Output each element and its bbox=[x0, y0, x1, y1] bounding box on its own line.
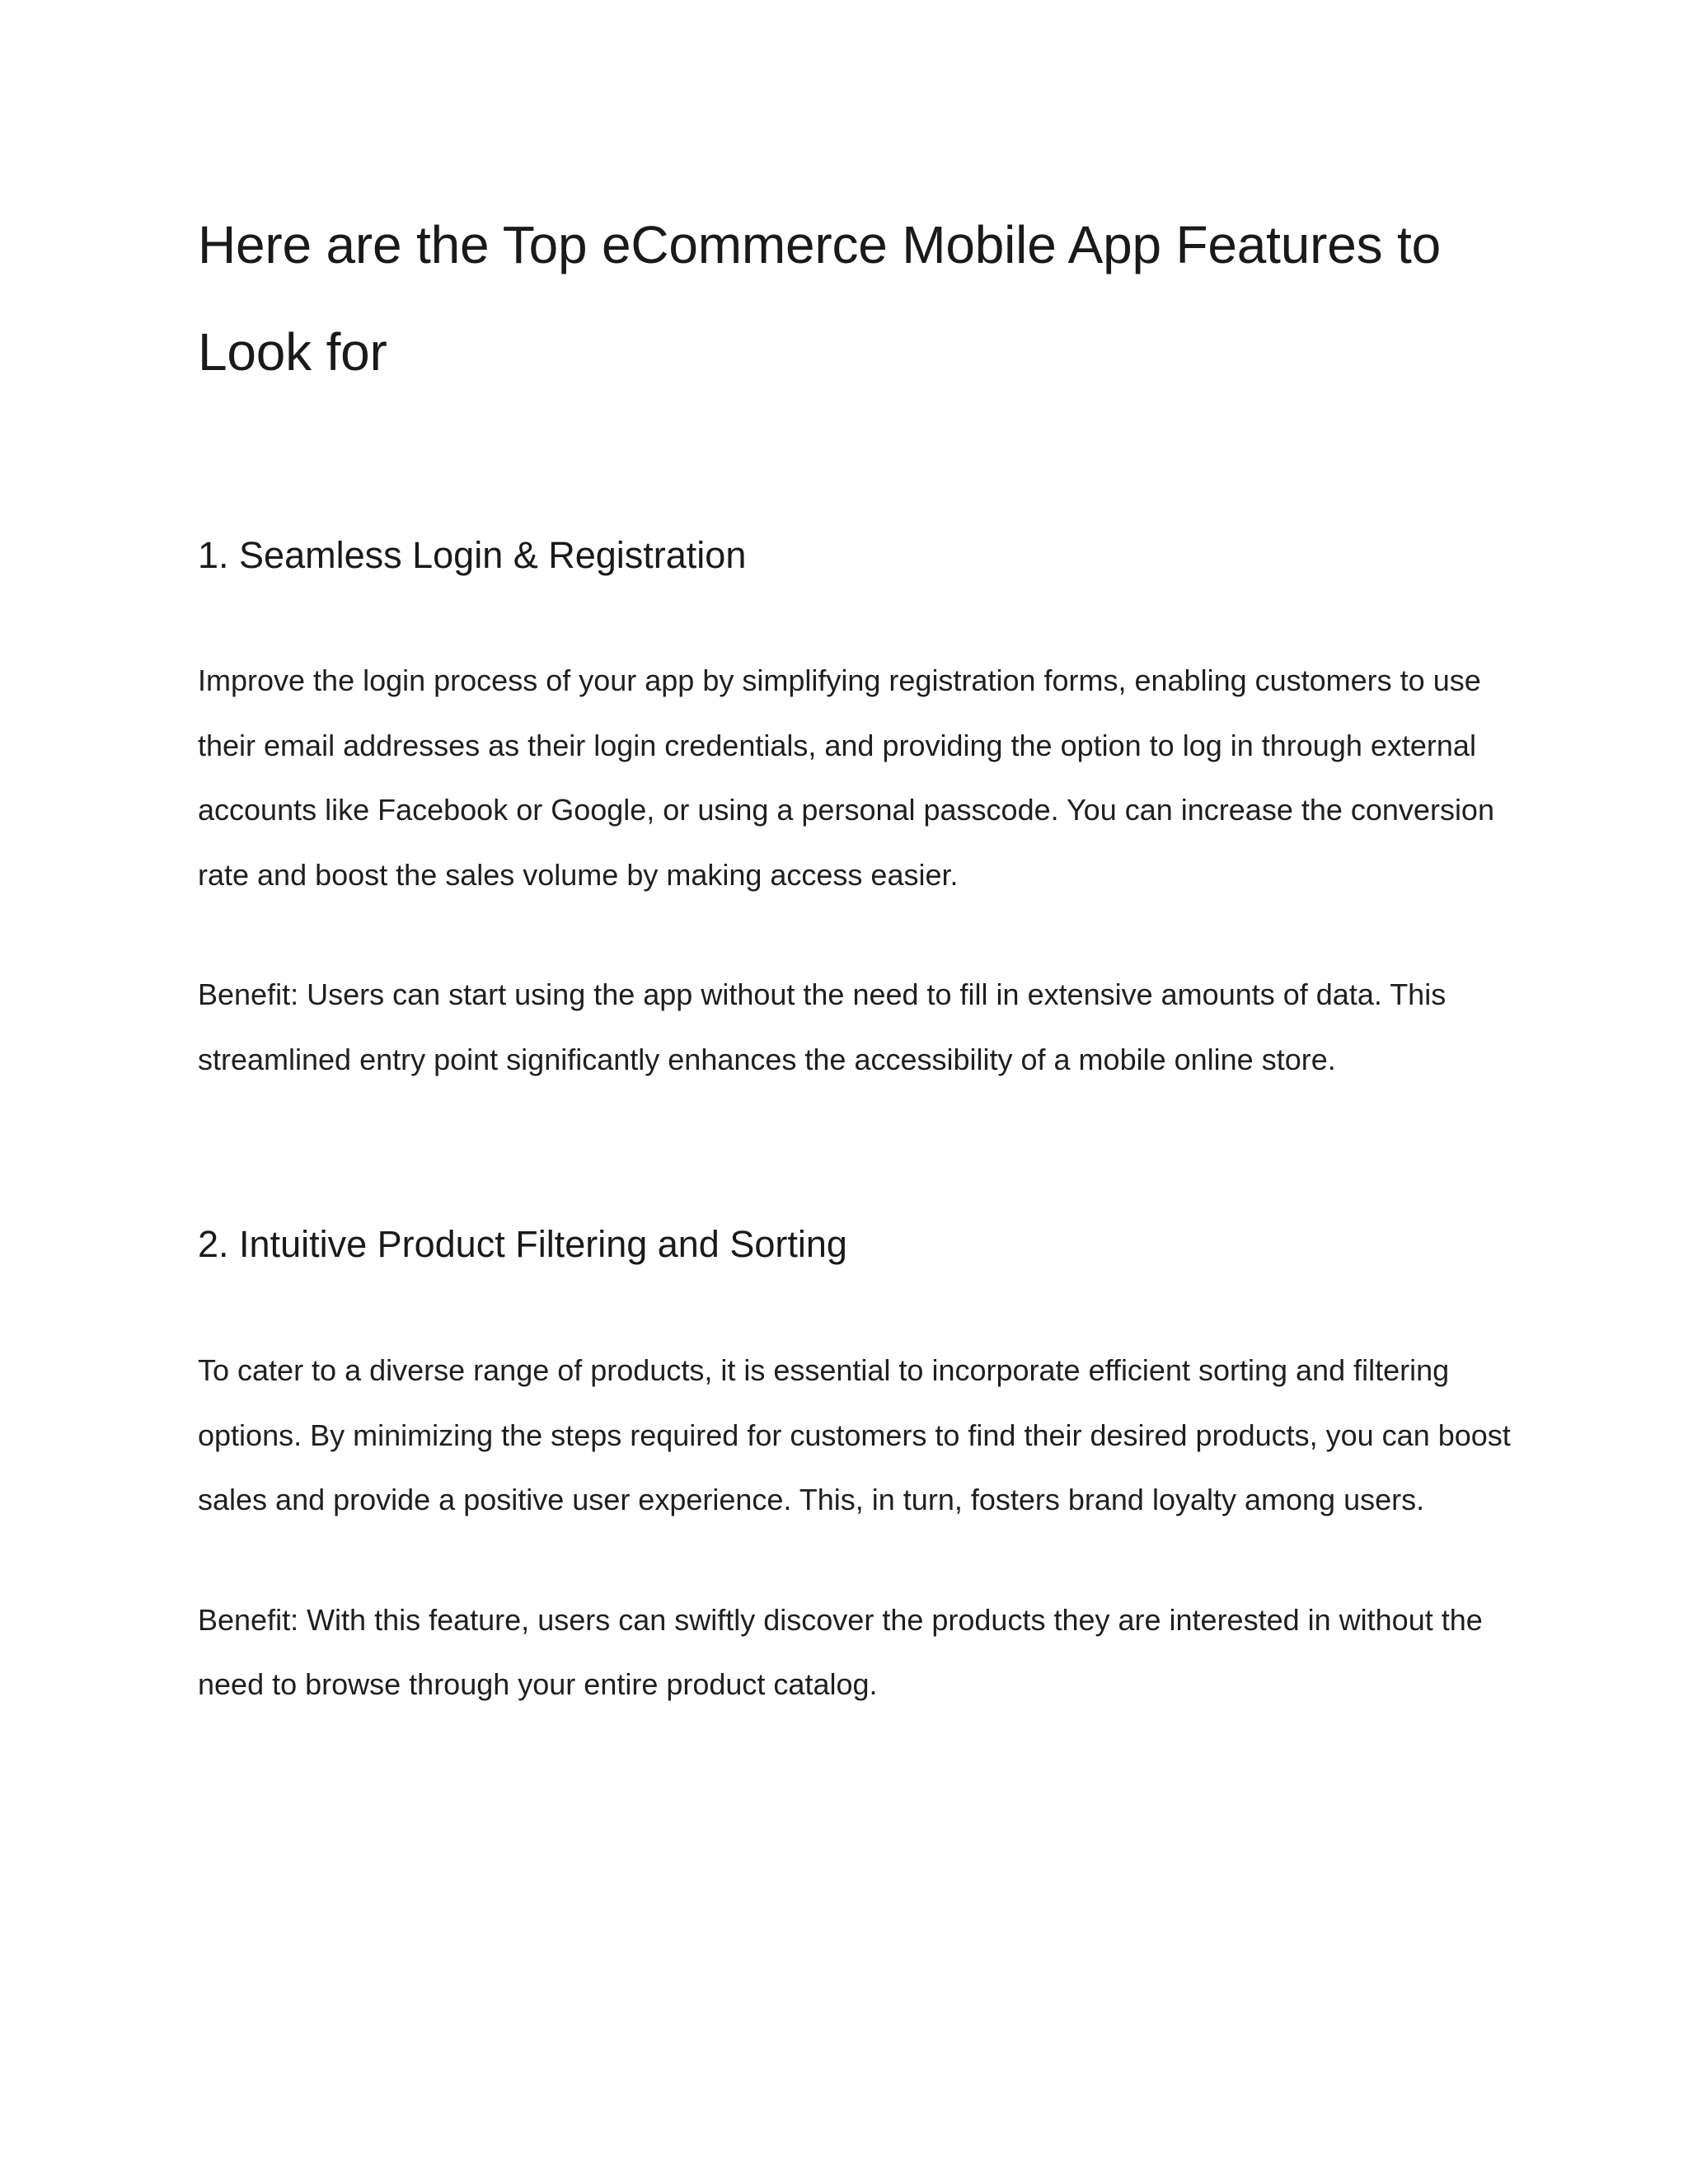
section-login-registration bbox=[198, 531, 1517, 1092]
section-filtering-sorting bbox=[198, 1220, 1517, 1718]
section-body: Improve the login process of your app by simplifying registration forms, enabling customers to use their email addresses as their login credentials, and providing the option to log in through external accounts like Facebook or Google, or using a personal passcode. You can increase the conversion rate and boost the sales volume by making access easier. bbox=[198, 663, 1494, 892]
section-heading: 2. Intuitive Product Filtering and Sorting bbox=[198, 1223, 847, 1265]
section-body: To cater to a diverse range of products, it is essential to incorporate efficient sorting and filtering options. By minimizing the steps required for customers to find their desired products, you can boost sales and provide a positive user experience. This, in turn, fosters brand loyalty among users. bbox=[198, 1353, 1511, 1516]
section-heading: 1. Seamless Login & Registration bbox=[198, 534, 747, 576]
section-benefit: Benefit: With this feature, users can swiftly discover the products they are interested in without the need to browse through your entire product catalog. bbox=[198, 1602, 1483, 1701]
page-title: Here are the Top eCommerce Mobile App Features to Look for bbox=[198, 215, 1442, 382]
document-content bbox=[198, 191, 1517, 1718]
section-benefit: Benefit: Users can start using the app without the need to fill in extensive amounts of data. This streamlined entry point significantly enhances the accessibility of a mobile online store. bbox=[198, 977, 1447, 1076]
